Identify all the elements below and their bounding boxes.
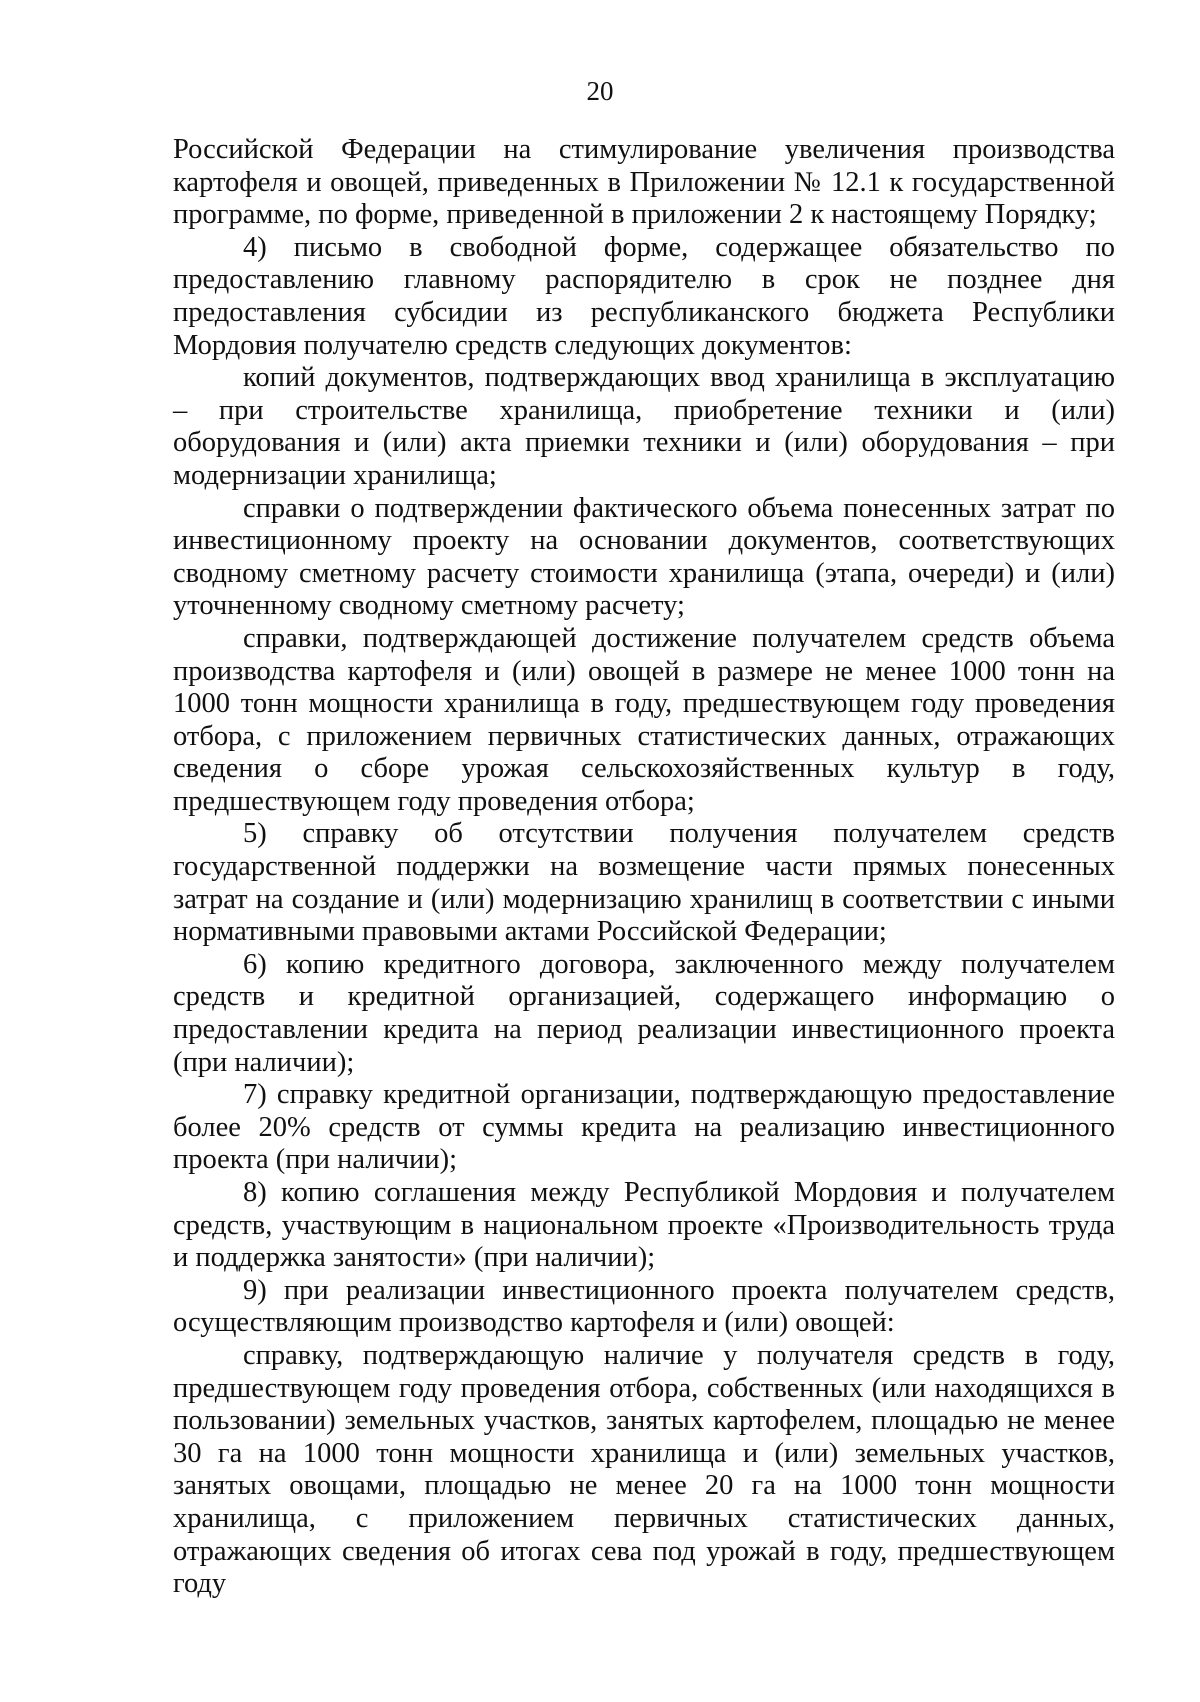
document-body <box>173 134 1115 1601</box>
paragraph-item-8: 8) копию соглашения между Республикой Мордовия и получателем средств, участвующим в национальном проекте «Производительность труда и поддержка занятости» (при наличии); <box>173 1177 1115 1274</box>
paragraph-item-4-sub-3: справки, подтверждающей достижение получателем средств объема производства картофеля и (или) овощей в размере не менее 1000 тонн на 1000 тонн мощности хранилища в году, предшествующем году проведения отбора, с приложением первичных статистических данных, отражающих сведения о сборе урожая сельскохозяйственных культур в году, предшествующем году проведения отбора; <box>173 622 1115 817</box>
paragraph-item-7: 7) справку кредитной организации, подтверждающую предоставление более 20% средств от суммы кредита на реализацию инвестиционного проекта (при наличии); <box>173 1079 1115 1176</box>
paragraph-item-6: 6) копию кредитного договора, заключенного между получателем средств и кредитной организацией, содержащего информацию о предоставлении кредита на период реализации инвестиционного проекта (при наличии); <box>173 948 1115 1078</box>
paragraph-item-5: 5) справку об отсутствии получения получателем средств государственной поддержки на возмещение части прямых понесенных затрат на создание и (или) модернизацию хранилищ в соответствии с иными нормативными правовыми актами Российской Федерации; <box>173 818 1115 948</box>
paragraph-item-4-sub-2: справки о подтверждении фактического объема понесенных затрат по инвестиционному проекту на основании документов, соответствующих сводному сметному расчету стоимости хранилища (этапа, очереди) и (или) уточненному сводному сметному расчету; <box>173 492 1115 622</box>
paragraph-item-9: 9) при реализации инвестиционного проекта получателем средств, осуществляющим производство картофеля и (или) овощей: <box>173 1274 1115 1339</box>
paragraph-item-4-sub-1: копий документов, подтверждающих ввод хранилища в эксплуатацию – при строительстве хранилища, приобретение техники и (или) оборудования и (или) акта приемки техники и (или) оборудования – при модернизации хранилища; <box>173 362 1115 491</box>
paragraph-item-9-sub-1: справку, подтверждающую наличие у получателя средств в году, предшествующем году проведения отбора, собственных (или находящихся в пользовании) земельных участков, занятых картофелем, площадью не менее 30 га на 1000 тонн мощности хранилища и (или) земельных участков, занятых овощами, площадью не менее 20 га на 1000 тонн мощности хранилища, с приложением первичных статистических данных, отражающих сведения об итогах сева под урожай в году, предшествующем году <box>173 1339 1115 1600</box>
paragraph-item-4: 4) письмо в свободной форме, содержащее обязательство по предоставлению главному распорядителю в срок не позднее дня предоставления субсидии из республиканского бюджета Республики Мордовия получателю средств следующих документов: <box>173 231 1115 361</box>
paragraph-1-continuation: Российской Федерации на стимулирование увеличения производства картофеля и овощей, приведенных в Приложении № 12.1 к государственной программе, по форме, приведенной в приложении 2 к настоящему Порядку; <box>173 134 1115 231</box>
page-number: 20 <box>586 76 614 106</box>
